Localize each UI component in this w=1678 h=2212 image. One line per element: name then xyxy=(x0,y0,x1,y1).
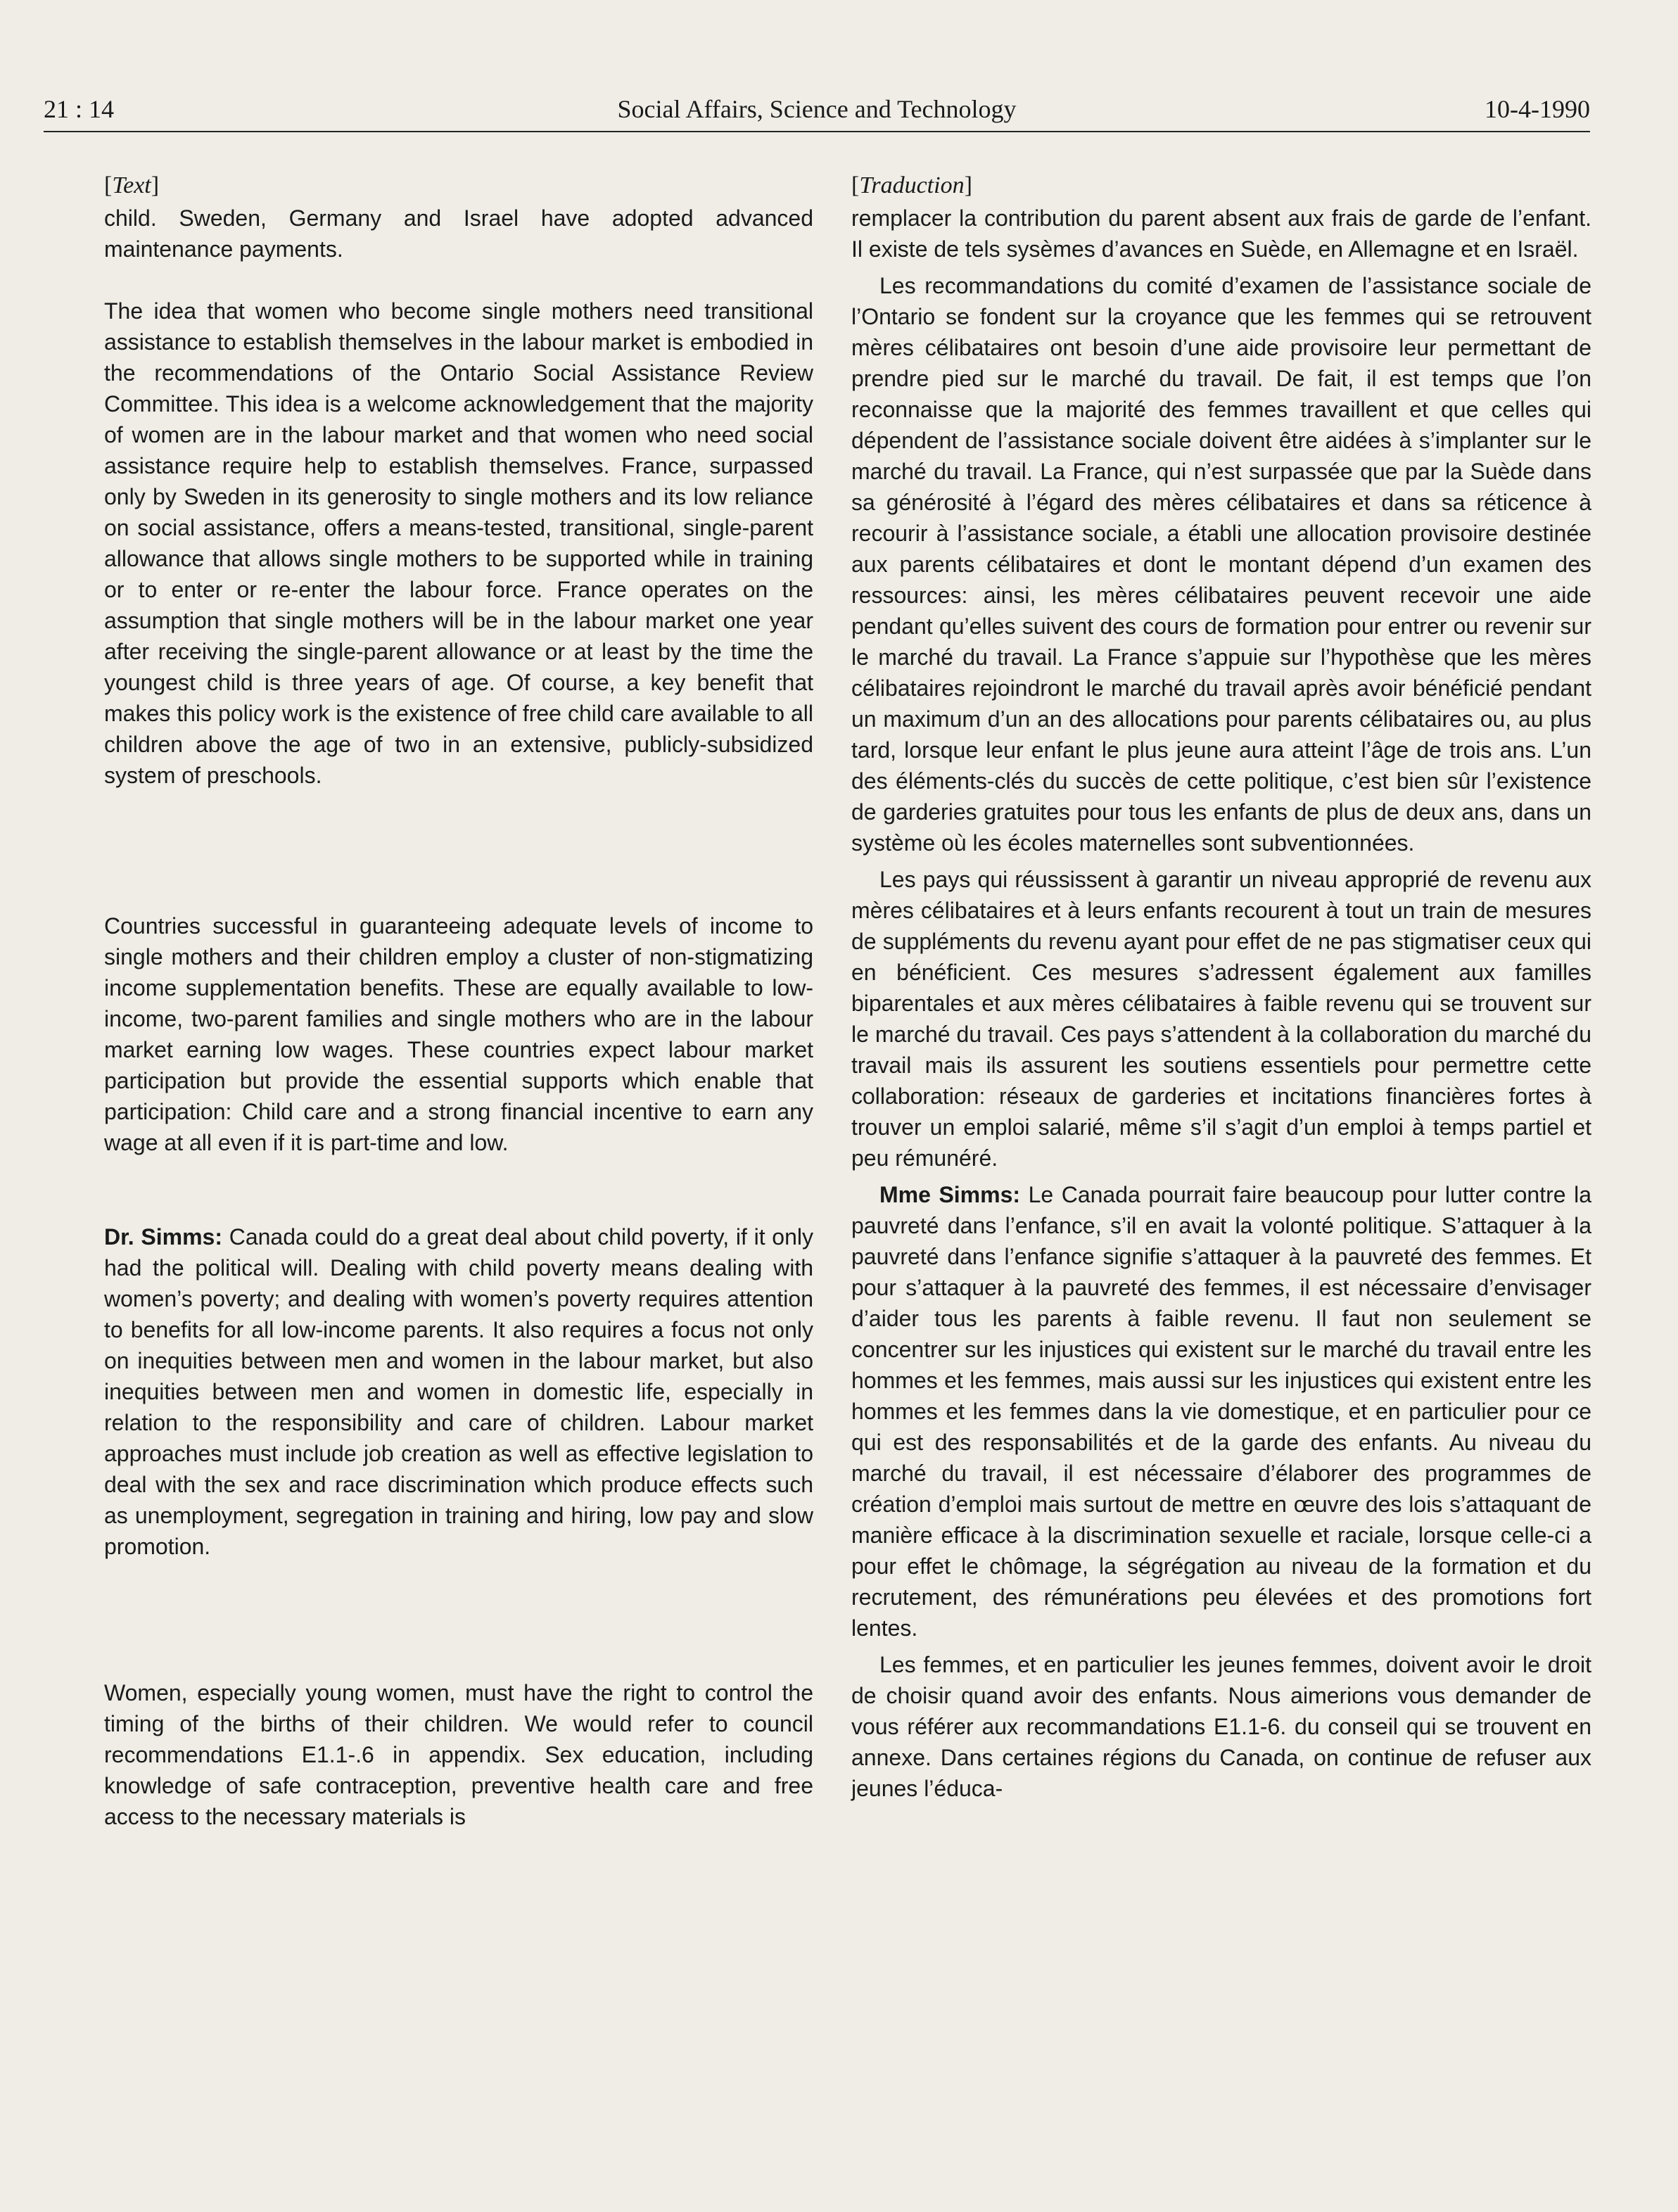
paragraph: The idea that women who become single mothers need transitional assistance to establish themselves in the labour market is embodied in the recommendations of the Ontario Social Assistance Review Committee. This idea is a welcome acknowledgement that the majority of women are in the labour market and that women who need social assistance require help to establish themselves. France, surpassed only by Sweden in its generosity to single mothers and its low reliance on social assistance, offers a means-tested, transitional, single-parent allowance that allows single mothers to be supported while in training or to enter or re-enter the labour force. France operates on the assumption that single mothers will be in the labour market one year after receiving the single-parent allowance or at least by the time the youngest child is three years of age. Of course, a key benefit that makes this policy work is the existence of free child care available to all children above the age of two in an extensive, publicly-subsidized system of preschools. xyxy=(104,298,813,788)
page-number: 21 : 14 xyxy=(44,95,115,123)
paragraph: child. Sweden, Germany and Israel have adopted advanced maintenance payments. xyxy=(104,205,813,262)
header-rule xyxy=(44,131,1590,132)
paragraph: Les recommandations du comité d’examen de l’assistance sociale de l’Ontario se fondent sur la croyance que les femmes qui se retrouvent mères célibataires ont besoin d’une aide provisoire leur permettant de prendre pied sur le marché du travail. De fait, il est temps que l’on reconnaisse que la majorité des femmes travaillent et que celles qui dépendent de l’assistance sociale doivent être aidées à s’implanter sur le marché du travail. La France, qui n’est surpassée que par la Suède dans sa générosité à l’égard des mères célibataires et dans sa réticence à recourir à l’assistance sociale, a établi une allocation provisoire destinée aux parents célibataires et dont le montant dépend d’un examen des ressources: ainsi, les mères célibataires peuvent recevoir une aide pendant qu’elles suivent des cours de formation pour entrer ou revenir sur le marché du travail. La France s’appuie sur l’hypothèse que les mères célibataires rejoindront le marché du travail après avoir bénéficié pendant un maximum d’un an des allocations pour parents célibataires ou, au plus tard, lorsque leur enfant le plus jeune aura atteint l’âge de trois ans. L’un des éléments-clés du succès de cette politique, c’est bien sûr l’existence de garderies gratuites pour tous les enfants de plus de deux ans, dans un système où les écoles maternelles sont subventionnées. xyxy=(851,273,1591,856)
paragraph: Countries successful in guaranteeing adequate levels of income to single mothers and their children employ a cluster of non-stigmatizing income supplementation benefits. These are equally available to low-income, two-parent families and single mothers who are in the labour market earning low wages. These countries expect labour market participation but provide the essential supports which enable that participation: Child care and a strong financial incentive to earn any wage at all even if it is part-time and low. xyxy=(104,913,813,1155)
speaker-name: Dr. Simms: xyxy=(104,1224,222,1250)
committee-title: Social Affairs, Science and Technology xyxy=(617,95,1017,123)
running-header xyxy=(44,90,1590,128)
french-column xyxy=(851,169,1591,1804)
paragraph: remplacer la contribution du parent absent aux frais de garde de l’enfant. Il existe de tels sysèmes d’avances en Suède, en Allemagne et en Israël. xyxy=(851,205,1591,262)
speaker-paragraph: Dr. Simms: Canada could do a great deal about child poverty, if it only had the political will. Dealing with child poverty means dealing with women’s poverty; and dealing with women’s poverty requires attention to benefits for all low-income parents. It also requires a focus not only on inequities between men and women in the labour market, but also inequities between men and women in domestic life, especially in relation to the responsibility and care of children. Labour market approaches must include job creation as well as effective legislation to deal with the sex and race discrimination which produce effects such as unemployment, segregation in training and hiring, low pay and slow promotion. xyxy=(104,1224,814,1559)
speaker-paragraph: Mme Simms: Le Canada pourrait faire beaucoup pour lutter contre la pauvreté dans l’enfance, s’il en avait la volonté politique. S’attaquer à la pauvreté dans l’enfance signifie s’attaquer à la pauvreté des femmes. Et pour s’attaquer à la pauvreté des femmes, il est nécessaire d’envisager d’aider tous les parents à faible revenu. Il faut non seulement se concentrer sur les injustices qui existent sur le marché du travail entre les hommes et les femmes, mais aussi sur les injustices qui existent entre les hommes et les femmes dans la vie domestique, et en particulier pour ce qui est des responsabilités et de la garde des enfants. Au niveau du marché du travail, il est nécessaire d’élaborer des programmes de création d’emploi mais surtout de mettre en œuvre des lois s’attaquant de manière efficace à la discrimination sexuelle et raciale, lorsque celle-ci a pour effet le chômage, la ségrégation au niveau de la formation et du recrutement, des rémunérations peu élevées et des promotions fort lentes. xyxy=(851,1182,1592,1641)
paragraph: Les pays qui réussissent à garantir un niveau approprié de revenu aux mères célibataires et à leurs enfants recourent à tout un train de mesures de suppléments du revenu ayant pour effet de ne pas stigmatiser ceux qui en bénéficient. Ces mesures s’adressent également aux familles biparentales et aux mères célibataires à faible revenu qui se trouvent sur le marché du travail. Ces pays s’attendent à la collaboration du marché du travail mais ils assurent les soutiens essentiels pour permettre cette collaboration: réseaux de garderies et incitations financières fortes à trouver un emploi salarié, même s’il s’agit d’un emploi à temps partiel et peu rémunéré. xyxy=(851,867,1591,1171)
paragraph: Women, especially young women, must have the right to control the timing of the births of their children. We would refer to council recommendations E1.1-.6 in appendix. Sex education, including knowledge of safe contraception, preventive health care and free access to the necessary materials is xyxy=(104,1680,813,1829)
translation-label: [Traduction] xyxy=(851,172,972,198)
paragraph: Les femmes, et en particulier les jeunes femmes, doivent avoir le droit de choisir quand avoir des enfants. Nous aimerions vous demander de vous référer aux recommandations E1.1-6. du conseil qui se trouvent en annexe. Dans certaines régions du Canada, on continue de refuser aux jeunes l’éduca- xyxy=(851,1652,1591,1801)
speaker-name: Mme Simms: xyxy=(879,1182,1021,1207)
header-date: 10-4-1990 xyxy=(1485,95,1590,123)
english-column xyxy=(104,169,813,1832)
text-label: [Text] xyxy=(104,172,160,198)
